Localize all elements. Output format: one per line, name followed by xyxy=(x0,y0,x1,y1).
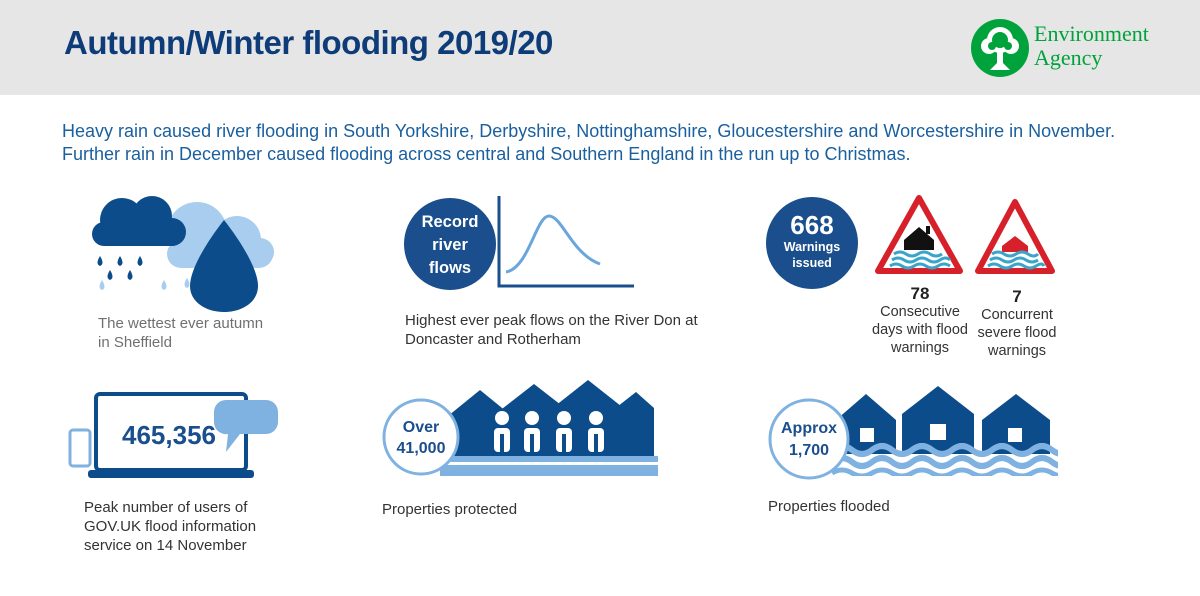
warnings-label xyxy=(766,211,858,271)
users-count: 465,356 xyxy=(122,420,216,450)
record-flows-line1: Record xyxy=(421,213,479,231)
users-caption-line3: service on 14 November xyxy=(84,537,247,554)
intro-line-2: Further rain in December caused flooding across central and Southern England in the run up to Christmas. xyxy=(62,144,911,164)
flows-caption xyxy=(405,311,698,349)
rain-caption-line2: in Sheffield xyxy=(98,334,172,351)
environment-agency-logo xyxy=(970,18,1185,78)
consecutive-line3: warnings xyxy=(890,340,950,356)
flooded-houses-icon xyxy=(832,384,1058,476)
severe-flood-warning-triangle-icon xyxy=(974,198,1056,276)
severe-warnings-number: 7 xyxy=(1012,287,1022,306)
rain-caption-line1: The wettest ever autumn xyxy=(98,315,264,332)
severe-line3: warnings xyxy=(987,343,1047,359)
protected-badge-line1: Over xyxy=(402,419,440,436)
logo-text-line1: Environment xyxy=(1034,21,1149,46)
record-flows-label xyxy=(404,211,496,280)
flooded-caption: Properties flooded xyxy=(768,498,890,515)
severe-warnings-stat xyxy=(966,288,1068,360)
users-caption-line2: GOV.UK flood information xyxy=(84,518,257,535)
consecutive-days-number: 78 xyxy=(910,284,930,303)
users-caption-line1: Peak number of users of xyxy=(84,499,248,516)
river-flow-graph-icon xyxy=(494,196,636,290)
header-bar xyxy=(0,0,1200,95)
flows-caption-line1: Highest ever peak flows on the River Don at xyxy=(405,312,698,329)
consecutive-line1: Consecutive xyxy=(880,304,960,320)
flood-warning-triangle-icon xyxy=(874,194,964,276)
protected-badge-label xyxy=(382,417,460,459)
record-flows-line3: flows xyxy=(428,259,472,277)
flooded-badge-line2: 1,700 xyxy=(788,442,830,459)
protected-caption: Properties protected xyxy=(382,501,518,518)
consecutive-days-stat xyxy=(862,285,978,357)
flows-caption-line2: Doncaster and Rotherham xyxy=(405,331,581,348)
rain-cloud-icon xyxy=(82,190,282,315)
intro-text xyxy=(62,120,1172,166)
rain-caption xyxy=(98,314,263,352)
flooded-badge-label xyxy=(768,418,850,462)
protected-houses-icon xyxy=(440,376,658,476)
consecutive-line2: days with flood xyxy=(872,322,968,338)
severe-line1: Concurrent xyxy=(981,307,1053,323)
logo-text-line2: Agency xyxy=(1034,45,1103,70)
tree-icon xyxy=(970,18,1030,78)
severe-line2: severe flood xyxy=(977,325,1057,341)
record-flows-line2: river xyxy=(432,236,468,254)
intro-line-1: Heavy rain caused river flooding in South Yorkshire, Derbyshire, Nottinghamshire, Gloucestershire and Worcestershire in November. xyxy=(62,121,1116,141)
page-title: Autumn/Winter flooding 2019/20 xyxy=(64,24,553,61)
flooded-badge-line1: Approx xyxy=(781,420,837,437)
protected-badge-line2: 41,000 xyxy=(396,440,446,457)
warnings-count: 668 xyxy=(790,210,834,240)
warnings-label-line1: Warnings xyxy=(783,240,841,254)
warnings-label-line2: issued xyxy=(792,256,832,270)
users-caption xyxy=(84,498,256,555)
